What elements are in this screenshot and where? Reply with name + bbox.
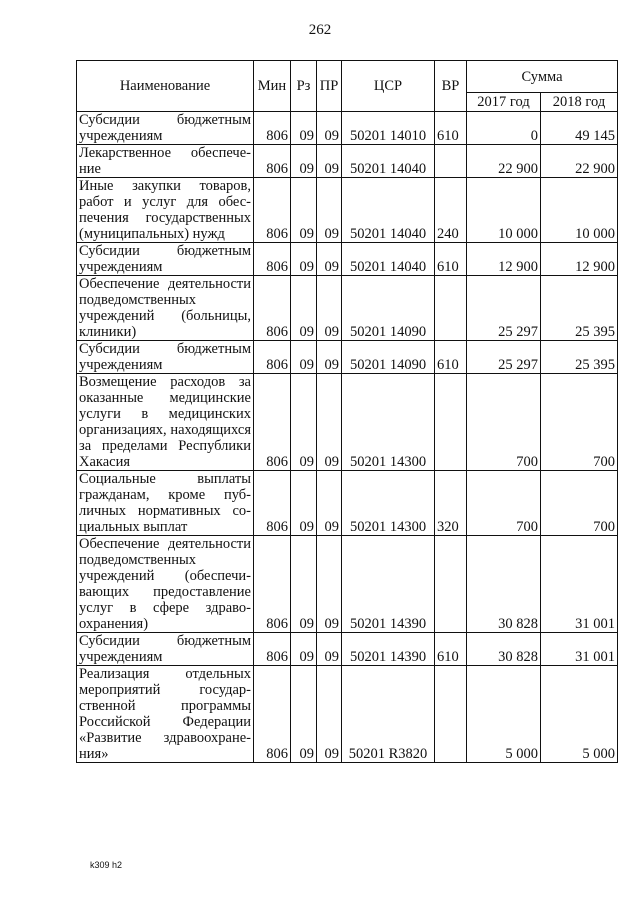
cell-2018: 12 900 (541, 243, 618, 276)
cell-min: 806 (254, 276, 291, 341)
cell-2018: 10 000 (541, 178, 618, 243)
cell-2017: 25 297 (467, 276, 541, 341)
cell-vr (435, 536, 467, 633)
cell-2017: 5 000 (467, 666, 541, 763)
cell-rz: 09 (291, 471, 317, 536)
cell-vr (435, 374, 467, 471)
cell-pr: 09 (317, 243, 342, 276)
cell-csr: 50201 14040 (342, 178, 435, 243)
page-number: 262 (308, 22, 332, 38)
cell-name: Субсидии бюджетным учреждениям (77, 243, 254, 276)
cell-2017: 700 (467, 374, 541, 471)
cell-2018: 25 395 (541, 341, 618, 374)
cell-vr: 240 (435, 178, 467, 243)
cell-2017: 0 (467, 112, 541, 145)
cell-pr: 09 (317, 374, 342, 471)
table-row (77, 112, 618, 145)
cell-csr: 50201 14090 (342, 341, 435, 374)
cell-rz: 09 (291, 178, 317, 243)
cell-min: 806 (254, 112, 291, 145)
footer-code: k309 h2 (90, 860, 123, 870)
cell-min: 806 (254, 666, 291, 763)
cell-2018: 5 000 (541, 666, 618, 763)
cell-min: 806 (254, 178, 291, 243)
cell-2017: 22 900 (467, 145, 541, 178)
cell-csr: 50201 14300 (342, 374, 435, 471)
cell-2018: 25 395 (541, 276, 618, 341)
table-row (77, 178, 618, 243)
cell-csr: 50201 14010 (342, 112, 435, 145)
cell-vr: 610 (435, 112, 467, 145)
table-row (77, 666, 618, 763)
cell-vr (435, 276, 467, 341)
cell-2018: 22 900 (541, 145, 618, 178)
cell-vr: 610 (435, 633, 467, 666)
cell-rz: 09 (291, 145, 317, 178)
cell-2017: 700 (467, 471, 541, 536)
cell-min: 806 (254, 374, 291, 471)
cell-csr: 50201 14040 (342, 243, 435, 276)
cell-name: Социальные выплаты гражданам, кроме публичных нормативных социальных выплат (77, 471, 254, 536)
header-min: Мин (254, 61, 291, 112)
cell-rz: 09 (291, 374, 317, 471)
header-vr: ВР (435, 61, 467, 112)
cell-min: 806 (254, 145, 291, 178)
cell-vr: 320 (435, 471, 467, 536)
table-body (77, 112, 618, 763)
cell-pr: 09 (317, 666, 342, 763)
header-rz: Рз (291, 61, 317, 112)
cell-pr: 09 (317, 341, 342, 374)
cell-rz: 09 (291, 112, 317, 145)
cell-name: Реализация отдельных мероприятий государственной программы Российской Федерации «Развитие здравоохранения» (77, 666, 254, 763)
cell-2017: 12 900 (467, 243, 541, 276)
cell-rz: 09 (291, 666, 317, 763)
table-row (77, 276, 618, 341)
cell-min: 806 (254, 243, 291, 276)
table-row (77, 341, 618, 374)
cell-rz: 09 (291, 276, 317, 341)
header-sum: Сумма (467, 61, 618, 93)
cell-min: 806 (254, 341, 291, 374)
cell-pr: 09 (317, 536, 342, 633)
cell-2017: 25 297 (467, 341, 541, 374)
cell-2017: 30 828 (467, 536, 541, 633)
cell-rz: 09 (291, 536, 317, 633)
cell-min: 806 (254, 471, 291, 536)
cell-2018: 700 (541, 471, 618, 536)
cell-pr: 09 (317, 112, 342, 145)
budget-table (76, 60, 618, 763)
header-row (77, 61, 618, 93)
cell-vr (435, 145, 467, 178)
cell-csr: 50201 R3820 (342, 666, 435, 763)
cell-name: Возмещение расходов за оказанные медицинские услуги в медицинских организациях, находящихся за пределами Республики Хакасия (77, 374, 254, 471)
header-year-2018: 2018 год (541, 93, 618, 112)
cell-csr: 50201 14090 (342, 276, 435, 341)
cell-csr: 50201 14300 (342, 471, 435, 536)
cell-pr: 09 (317, 276, 342, 341)
cell-2017: 10 000 (467, 178, 541, 243)
cell-rz: 09 (291, 341, 317, 374)
cell-min: 806 (254, 633, 291, 666)
cell-2018: 49 145 (541, 112, 618, 145)
cell-name: Обеспечение деятельности подведомственных учреждений (обеспечивающих предоставление услуг в сфере здравоохранения) (77, 536, 254, 633)
table-row (77, 471, 618, 536)
cell-name: Иные закупки товаров, работ и услуг для обеспечения государственных (муниципальных) нужд (77, 178, 254, 243)
header-name: Наименование (77, 61, 254, 112)
table-row (77, 633, 618, 666)
cell-2018: 700 (541, 374, 618, 471)
cell-csr: 50201 14040 (342, 145, 435, 178)
cell-name: Лекарственное обеспечение (77, 145, 254, 178)
cell-csr: 50201 14390 (342, 633, 435, 666)
cell-name: Субсидии бюджетным учреждениям (77, 112, 254, 145)
cell-vr: 610 (435, 243, 467, 276)
header-csr: ЦСР (342, 61, 435, 112)
cell-csr: 50201 14390 (342, 536, 435, 633)
cell-vr (435, 666, 467, 763)
header-year-2017: 2017 год (467, 93, 541, 112)
cell-2017: 30 828 (467, 633, 541, 666)
cell-rz: 09 (291, 633, 317, 666)
cell-min: 806 (254, 536, 291, 633)
cell-vr: 610 (435, 341, 467, 374)
cell-name: Субсидии бюджетным учреждениям (77, 633, 254, 666)
table-row (77, 374, 618, 471)
cell-2018: 31 001 (541, 536, 618, 633)
cell-pr: 09 (317, 178, 342, 243)
cell-pr: 09 (317, 145, 342, 178)
table-row (77, 243, 618, 276)
cell-2018: 31 001 (541, 633, 618, 666)
table-row (77, 145, 618, 178)
cell-name: Субсидии бюджетным учреждениям (77, 341, 254, 374)
cell-pr: 09 (317, 471, 342, 536)
cell-pr: 09 (317, 633, 342, 666)
cell-name: Обеспечение деятельности подведомственных учреждений (больницы, клиники) (77, 276, 254, 341)
cell-rz: 09 (291, 243, 317, 276)
table-row (77, 536, 618, 633)
header-pr: ПР (317, 61, 342, 112)
